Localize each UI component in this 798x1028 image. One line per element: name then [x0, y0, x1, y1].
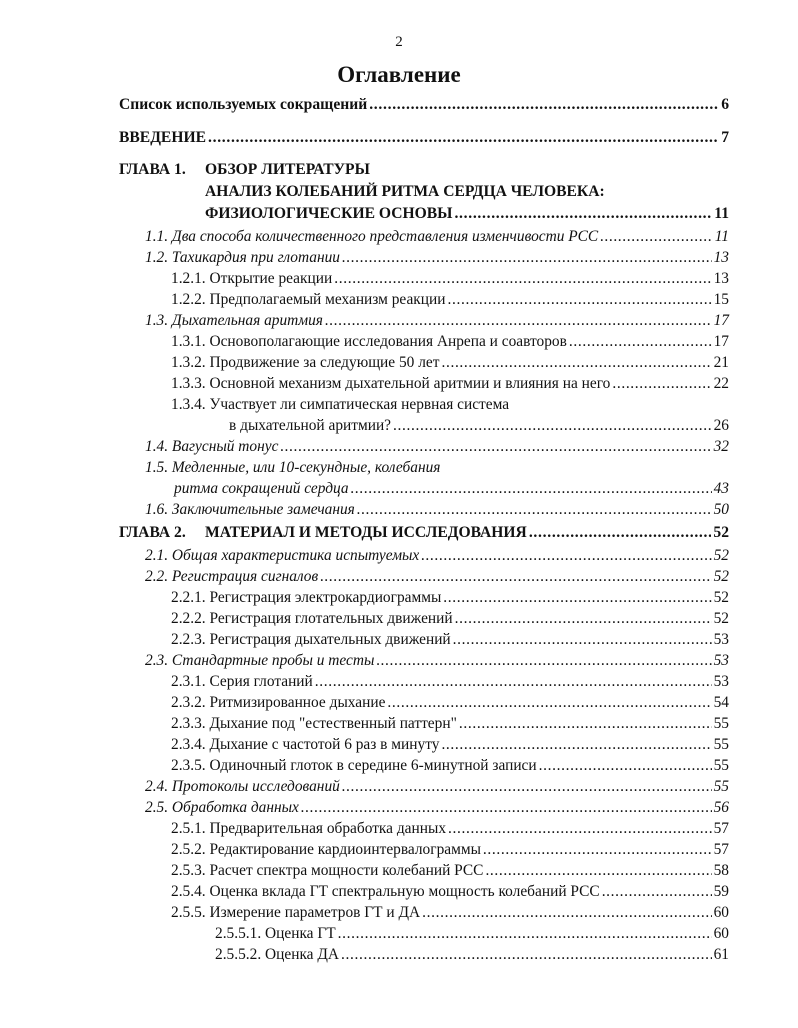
toc-entry-title: 1.3.2. Продвижение за следующие 50 лет [171, 354, 440, 371]
toc-entry[interactable] [215, 944, 729, 966]
toc-page-number: 55 [713, 715, 729, 732]
dot-leader [441, 734, 711, 756]
dot-leader [334, 268, 711, 290]
dot-leader [448, 818, 712, 840]
toc-entry-text: АНАЛИЗ КОЛЕБАНИЙ РИТМА СЕРДЦА ЧЕЛОВЕКА: [205, 183, 605, 200]
toc-entry[interactable] [145, 566, 729, 588]
toc-entry[interactable] [205, 203, 729, 225]
toc-page-number: 58 [713, 862, 729, 879]
dot-leader [443, 587, 711, 609]
dot-leader [447, 289, 711, 311]
dot-leader [342, 247, 712, 269]
toc-entry[interactable] [171, 860, 729, 882]
dot-leader [320, 566, 711, 588]
toc-entry[interactable] [171, 734, 729, 756]
dot-leader [421, 545, 711, 567]
toc-entry-title: 2.3.3. Дыхание под "естественный паттерн" [171, 715, 457, 732]
toc-page-number: 13 [713, 270, 729, 287]
toc-page-number: 54 [713, 694, 729, 711]
toc-entry[interactable] [171, 352, 729, 374]
toc-page-number: 11 [714, 228, 729, 245]
toc-page-number: 26 [713, 417, 729, 434]
page-title: Оглавление [337, 62, 461, 87]
toc-entry[interactable] [119, 127, 729, 149]
toc-entry-title: 2.3.5. Одиночный глоток в середине 6-минутной записи [171, 757, 537, 774]
toc-page-number: 52 [713, 547, 729, 564]
toc-entry-title: 2.2.3. Регистрация дыхательных движений [171, 631, 451, 648]
page-number: 2 [395, 34, 403, 50]
toc-entry[interactable] [174, 478, 729, 500]
dot-leader [422, 902, 711, 924]
toc-entry[interactable] [119, 94, 729, 116]
dot-leader [455, 608, 712, 630]
toc-entry-title: 2.2.2. Регистрация глотательных движений [171, 610, 453, 627]
dot-leader [341, 944, 712, 966]
toc-page-number: 56 [713, 799, 729, 816]
dot-leader [483, 839, 712, 861]
toc-page-number: 11 [714, 205, 729, 222]
toc-page-number: 57 [713, 820, 729, 837]
toc-entry[interactable] [145, 776, 729, 798]
toc-entry-title: 1.3.1. Основополагающие исследования Анрепа и соавторов [171, 333, 567, 350]
toc-entry-title: 2.5.5.1. Оценка ГТ [215, 925, 336, 942]
toc-entry-title: 2.3.2. Ритмизированное дыхание [171, 694, 386, 711]
toc-entry-title: 2.3.1. Серия глотаний [171, 673, 313, 690]
toc-entry[interactable] [145, 247, 729, 269]
toc-entry[interactable] [171, 268, 729, 290]
toc-entry-title: Список используемых сокращений [119, 96, 368, 113]
toc-entry-title: ритма сокращений сердца [174, 480, 349, 497]
toc-page-number: 55 [713, 757, 729, 774]
toc-entry-title: 1.2.2. Предполагаемый механизм реакции [171, 291, 446, 308]
toc-page-number: 53 [713, 673, 729, 690]
chapter-label: ГЛАВА 1. [119, 161, 186, 178]
toc-entry-text: 1.3.4. Участвует ли симпатическая нервная система [171, 396, 510, 413]
dot-leader [539, 755, 712, 777]
dot-leader [376, 650, 711, 672]
dot-leader [600, 226, 713, 248]
toc-page-number: 43 [713, 480, 729, 497]
dot-leader [325, 310, 712, 332]
dot-leader [441, 352, 711, 374]
toc-page-number: 6 [721, 96, 729, 113]
toc-entry-title: 2.3.4. Дыхание с частотой 6 раз в минуту [171, 736, 440, 753]
toc-entry-title: 2.5.2. Редактирование кардиоинтервалограммы [171, 841, 481, 858]
toc-entry-title: в дыхательной аритмии? [229, 417, 392, 434]
toc-page-number: 59 [713, 883, 729, 900]
toc-entry-title: 2.5.3. Расчет спектра мощности колебаний РСС [171, 862, 484, 879]
dot-leader [357, 499, 712, 521]
toc-entry[interactable] [171, 608, 729, 630]
toc-page-number: 60 [713, 904, 729, 921]
toc-entry[interactable] [171, 629, 729, 651]
dot-leader [315, 671, 712, 693]
toc-entry-title: 2.5.5. Измерение параметров ГТ и ДА [171, 904, 421, 921]
dot-leader [387, 692, 711, 714]
dot-leader [280, 436, 711, 458]
toc-entry-title: 1.3.3. Основной механизм дыхательной аритмии и влияния на него [171, 375, 611, 392]
toc-entry[interactable] [171, 289, 729, 311]
dot-leader [454, 203, 712, 225]
toc-entry-text: ОБЗОР ЛИТЕРАТУРЫ [205, 161, 370, 178]
toc-page-number: 57 [713, 841, 729, 858]
toc-entry-title: 2.1. Общая характеристика испытуемых [145, 547, 420, 564]
toc-entry-title: 2.5.5.2. Оценка ДА [215, 946, 339, 963]
toc-entry-title: 1.3. Дыхательная аритмия [145, 312, 323, 329]
toc-entry-title: 2.5.4. Оценка вклада ГТ спектральную мощность колебаний РСС [171, 883, 600, 900]
toc-entry-title: МАТЕРИАЛ И МЕТОДЫ ИССЛЕДОВАНИЯ [205, 524, 527, 541]
toc-entry[interactable] [171, 587, 729, 609]
toc-page-number: 17 [713, 333, 729, 350]
toc-entry-text: 1.5. Медленные, или 10-секундные, колебания [145, 459, 441, 476]
toc-page-number: 61 [713, 946, 729, 963]
toc-entry[interactable] [171, 671, 729, 693]
toc-page-number: 60 [713, 925, 729, 942]
toc-entry-title: 2.4. Протоколы исследований [145, 778, 340, 795]
dot-leader [301, 797, 712, 819]
dot-leader [569, 331, 712, 353]
toc-page-number: 7 [721, 129, 729, 146]
toc-entry-title: 2.3. Стандартные пробы и тесты [145, 652, 375, 669]
toc-page-number: 50 [713, 501, 729, 518]
toc-entry[interactable] [171, 373, 729, 395]
chapter-label: ГЛАВА 2. [119, 524, 186, 541]
toc-entry-title: 2.2.1. Регистрация электрокардиограммы [171, 589, 442, 606]
toc-page-number: 17 [713, 312, 729, 329]
toc-entry-title: 2.5. Обработка данных [145, 799, 299, 816]
toc-page-number: 55 [713, 736, 729, 753]
toc-entry-title: 2.2. Регистрация сигналов [145, 568, 319, 585]
toc-entry-title: 1.6. Заключительные замечания [145, 501, 355, 518]
dot-leader [338, 923, 712, 945]
toc-page-number: 55 [713, 778, 729, 795]
dot-leader [602, 881, 712, 903]
toc-entry[interactable] [171, 755, 729, 777]
toc-entry[interactable] [145, 650, 729, 672]
toc-entry[interactable] [171, 839, 729, 861]
dot-leader [459, 713, 712, 735]
toc-page-number: 22 [713, 375, 729, 392]
dot-leader [453, 629, 712, 651]
toc-entry-title: 1.4. Вагусный тонус [145, 438, 279, 455]
toc-entry[interactable] [171, 692, 729, 714]
toc-entry-title: 2.5.1. Предварительная обработка данных [171, 820, 447, 837]
toc-entry-title: ВВЕДЕНИЕ [119, 129, 206, 146]
toc-entry[interactable] [145, 310, 729, 332]
dot-leader [369, 94, 719, 116]
dot-leader [485, 860, 711, 882]
toc-page-number: 53 [713, 631, 729, 648]
toc-page-number: 21 [713, 354, 729, 371]
toc-entry[interactable] [145, 436, 729, 458]
toc-page-number: 32 [713, 438, 729, 455]
dot-leader [529, 522, 712, 544]
toc-entry[interactable] [171, 713, 729, 735]
toc-entry[interactable] [171, 331, 729, 353]
dot-leader [393, 415, 712, 437]
toc-entry[interactable] [145, 499, 729, 521]
dot-leader [342, 776, 712, 798]
dot-leader [612, 373, 711, 395]
toc-entry[interactable] [145, 797, 729, 819]
toc-entry[interactable] [171, 881, 729, 903]
toc-page-number: 52 [713, 610, 729, 627]
toc-page-number: 52 [713, 524, 729, 541]
toc-entry[interactable] [205, 522, 729, 544]
toc-page-number: 13 [713, 249, 729, 266]
toc-page-number: 15 [713, 291, 729, 308]
toc-entry[interactable] [171, 818, 729, 840]
toc-entry-title: 1.1. Два способа количественного представления изменчивости РСС [145, 228, 599, 245]
toc-entry[interactable] [145, 545, 729, 567]
toc-entry[interactable] [171, 902, 729, 924]
toc-entry[interactable] [229, 415, 729, 437]
toc-page-number: 52 [713, 568, 729, 585]
toc-entry-title: 1.2.1. Открытие реакции [171, 270, 333, 287]
dot-leader [208, 127, 719, 149]
dot-leader [351, 478, 712, 500]
toc-entry-title: 1.2. Тахикардия при глотании [145, 249, 340, 266]
toc-entry[interactable] [215, 923, 729, 945]
toc-entry[interactable] [145, 226, 729, 248]
toc-entry-title: ФИЗИОЛОГИЧЕСКИЕ ОСНОВЫ [205, 205, 453, 222]
toc-page-number: 52 [713, 589, 729, 606]
toc-page-number: 53 [713, 652, 729, 669]
